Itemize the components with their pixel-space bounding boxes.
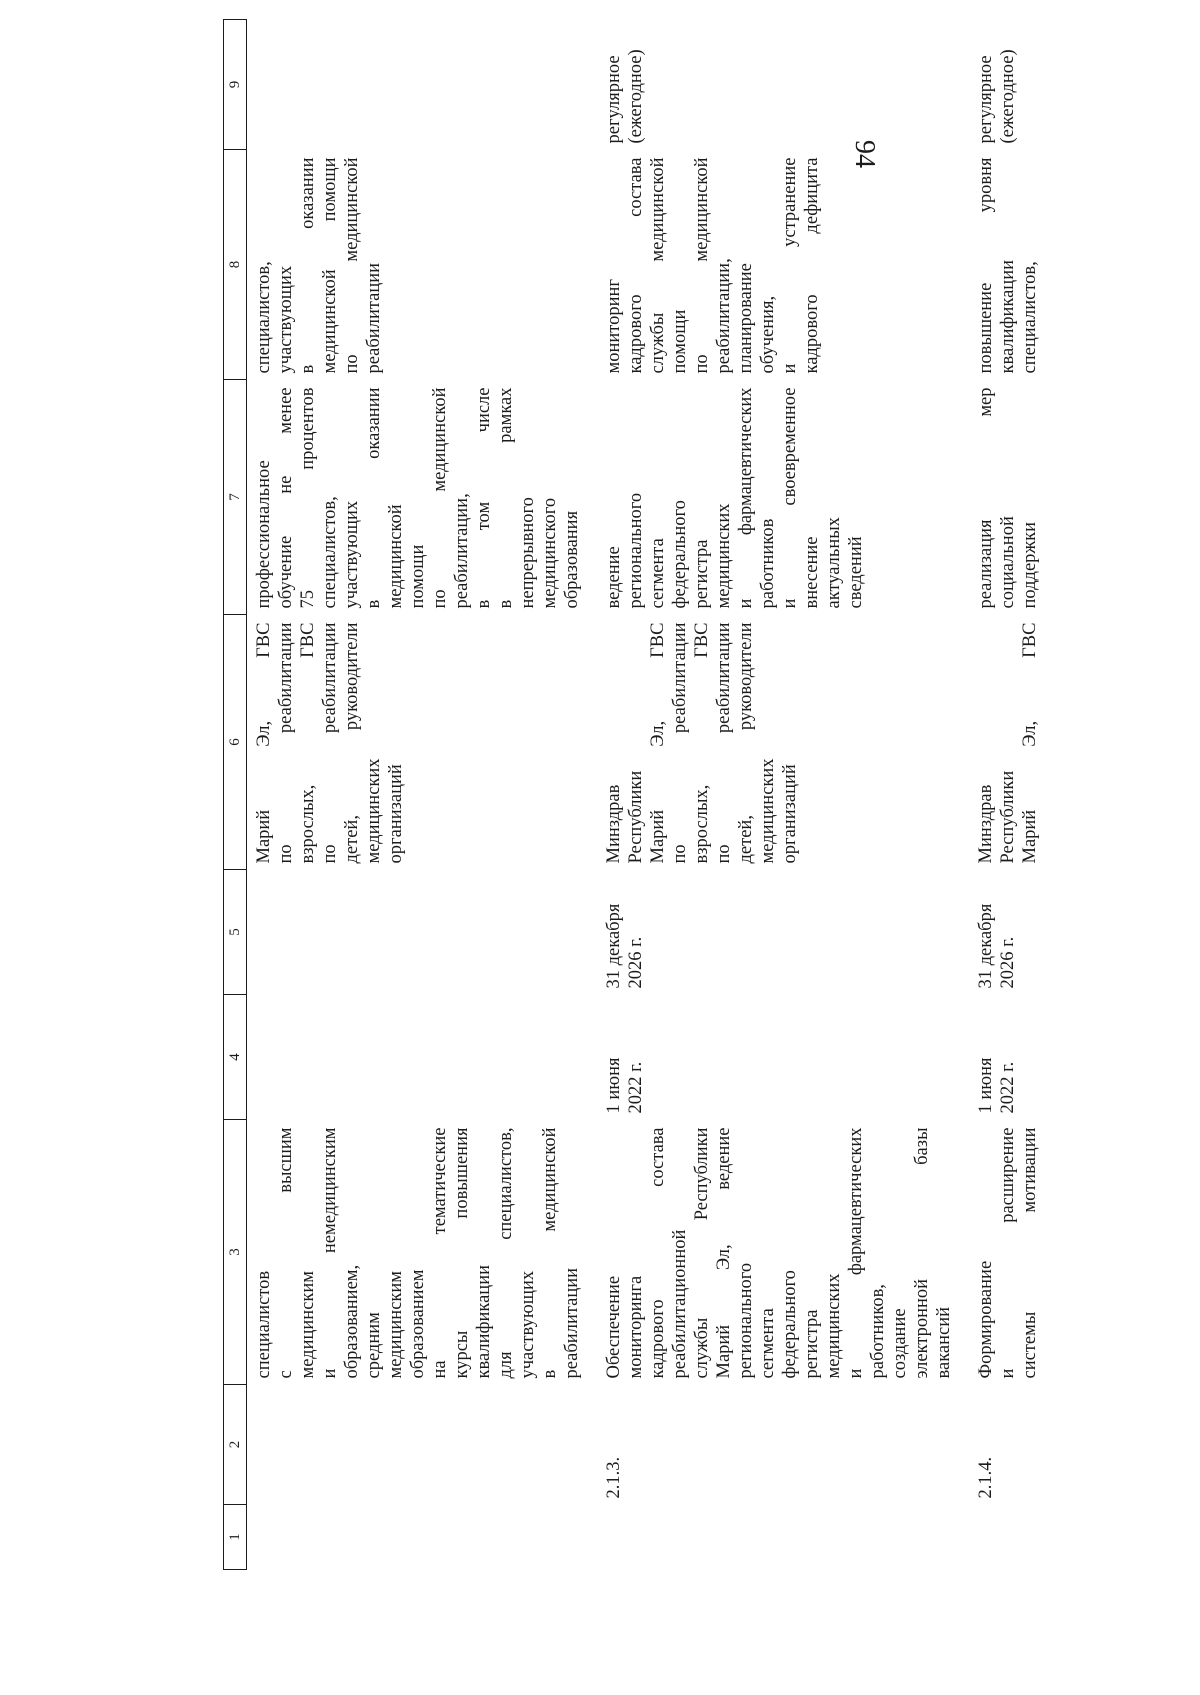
cell-text-line: курсы повышения bbox=[452, 1127, 472, 1379]
cell-text-line: медицинским bbox=[386, 1271, 406, 1379]
column-number: 4 bbox=[224, 995, 247, 1120]
cell-text-line: регулярное bbox=[604, 55, 624, 144]
cell-text-line: и своевременное bbox=[780, 387, 800, 609]
cell-text-line: 1 июня bbox=[604, 1057, 624, 1114]
cell-text-line: обучения, bbox=[758, 295, 778, 374]
cell-text-line: работников, bbox=[868, 1284, 888, 1379]
cell-text-line: помощи bbox=[670, 309, 690, 374]
cell-text-line: медицинским bbox=[298, 1271, 318, 1379]
cell-text-line: по медицинской bbox=[342, 157, 362, 374]
cell-text-line: (ежегодное) bbox=[626, 49, 646, 144]
table-row bbox=[969, 20, 1055, 1570]
cell-text-line: 31 декабря bbox=[604, 903, 624, 989]
cell-text-line: Формирование bbox=[976, 1260, 996, 1379]
cell-text-line: мониторинга bbox=[626, 1275, 646, 1379]
cell-text-line: организаций bbox=[780, 764, 800, 864]
responsible-cell bbox=[597, 615, 969, 870]
column-number: 3 bbox=[224, 1120, 247, 1385]
cell-text-line: реабилитационной bbox=[670, 1229, 690, 1379]
plan-table bbox=[223, 19, 1055, 1570]
cell-text-line: в оказании bbox=[364, 387, 384, 609]
cell-text-line: Марий Эл, ведение bbox=[714, 1127, 734, 1379]
column-number: 5 bbox=[224, 870, 247, 995]
cell-text-line: создание bbox=[890, 1308, 910, 1379]
cell-text-line: кадрового состава bbox=[648, 1127, 668, 1379]
column-number: 1 bbox=[224, 1505, 247, 1570]
column-number-row bbox=[224, 20, 247, 1570]
cell-text-line: Республики bbox=[626, 770, 646, 864]
end-date-cell bbox=[247, 870, 598, 995]
cell-text-line: и фармацевтических bbox=[736, 387, 756, 609]
cell-text-line: Минздрав bbox=[604, 784, 624, 864]
frequency-cell bbox=[969, 20, 1055, 150]
cell-text-line: системы мотивации bbox=[1020, 1127, 1040, 1379]
cell-text-line: внесение bbox=[802, 536, 822, 609]
cell-text-line: и фармацевтических bbox=[846, 1127, 866, 1379]
cell-text-line: по реабилитации bbox=[320, 622, 340, 864]
cell-text-line: детей, руководители bbox=[342, 622, 362, 864]
goal-cell bbox=[247, 150, 598, 380]
cell-text-line: в оказании bbox=[298, 157, 318, 374]
cell-text-line: образования bbox=[562, 510, 582, 609]
cell-text-line: федерального bbox=[780, 1270, 800, 1379]
activity-cell bbox=[969, 1120, 1055, 1385]
frequency-cell bbox=[597, 20, 969, 150]
cell-text-line: вакансий bbox=[934, 1306, 954, 1379]
cell-text-line: медицинского bbox=[540, 497, 560, 609]
cell-text-line: Марий Эл, ГВС bbox=[648, 622, 668, 864]
cell-text-line: 2022 г. bbox=[626, 1061, 646, 1114]
column-number: 9 bbox=[224, 20, 247, 150]
cell-text-line: образованием, bbox=[342, 1264, 362, 1379]
column-number: 7 bbox=[224, 380, 247, 615]
result-cell bbox=[969, 380, 1055, 615]
cell-text-line: регистра bbox=[802, 1309, 822, 1379]
cell-text-line: помощи bbox=[408, 544, 428, 609]
cell-text-line: взрослых, ГВС bbox=[298, 622, 318, 864]
activity-cell bbox=[247, 1120, 598, 1385]
activity-cell bbox=[597, 1120, 969, 1385]
cell-text-line: кадрового состава bbox=[626, 157, 646, 374]
cell-text-line: средним bbox=[364, 1312, 384, 1379]
cell-text-line: сегмента bbox=[758, 1308, 778, 1379]
cell-text-line: детей, руководители bbox=[736, 622, 756, 864]
cell-text-line: профессиональное bbox=[254, 460, 274, 609]
end-date-cell bbox=[597, 870, 969, 995]
cell-text-line: с высшим bbox=[276, 1127, 296, 1379]
cell-text-line: электронной базы bbox=[912, 1127, 932, 1379]
cell-text-line: в рамках bbox=[496, 387, 516, 609]
cell-text-line: и расширение bbox=[998, 1127, 1018, 1379]
cell-text-line: Марий Эл, ГВС bbox=[254, 622, 274, 864]
goal-cell bbox=[969, 150, 1055, 380]
cell-text-line: 75 процентов bbox=[298, 387, 318, 609]
cell-text-line: медицинских bbox=[758, 758, 778, 864]
cell-text-line: реализация мер bbox=[976, 387, 996, 609]
row-number-cell bbox=[247, 1385, 598, 1505]
cell-text-line: работников bbox=[758, 518, 778, 609]
result-cell bbox=[247, 380, 598, 615]
cell-text-line: реабилитации bbox=[364, 262, 384, 374]
empty-cell bbox=[597, 1505, 969, 1570]
cell-text-line: Республики bbox=[998, 770, 1018, 864]
rotated-table-container bbox=[223, 49, 1083, 1570]
cell-text-line: актуальных bbox=[824, 517, 844, 609]
cell-text-line: службы Республики bbox=[692, 1127, 712, 1379]
start-date-cell bbox=[247, 995, 598, 1120]
responsible-cell bbox=[247, 615, 598, 870]
cell-text-line: ведение bbox=[604, 546, 624, 609]
cell-text-line: 1 июня bbox=[976, 1057, 996, 1114]
result-cell bbox=[597, 380, 969, 615]
cell-text-line: 31 декабря bbox=[976, 903, 996, 989]
cell-text-line: 2026 г. bbox=[998, 936, 1018, 989]
table-row bbox=[597, 20, 969, 1570]
cell-text-line: Обеспечение bbox=[604, 1275, 624, 1379]
cell-text-line: квалификации bbox=[474, 1265, 494, 1379]
cell-text-line: сегмента bbox=[648, 538, 668, 609]
cell-text-line: для специалистов, bbox=[496, 1127, 516, 1379]
column-number: 2 bbox=[224, 1385, 247, 1505]
cell-text-line: и немедицинским bbox=[320, 1127, 340, 1379]
cell-text-line: на тематические bbox=[430, 1127, 450, 1379]
start-date-cell bbox=[597, 995, 969, 1120]
cell-text-line: поддержки bbox=[1020, 521, 1040, 609]
cell-text-line: реабилитации bbox=[562, 1267, 582, 1379]
cell-text-line: по реабилитации bbox=[276, 622, 296, 864]
cell-text-line: социальной bbox=[998, 516, 1018, 609]
column-number: 6 bbox=[224, 615, 247, 870]
cell-text-line: квалификации bbox=[998, 260, 1018, 374]
responsible-cell bbox=[969, 615, 1055, 870]
cell-text-line: медицинских bbox=[364, 758, 384, 864]
cell-text-line: медицинских bbox=[714, 503, 734, 609]
empty-cell bbox=[247, 1505, 598, 1570]
cell-text-line: планирование bbox=[736, 263, 756, 374]
cell-text-line: по медицинской bbox=[430, 387, 450, 609]
cell-text-line: специалистов bbox=[254, 1270, 274, 1379]
cell-text-line: медицинской помощи bbox=[320, 157, 340, 374]
cell-text-line: организаций bbox=[386, 764, 406, 864]
cell-text-line: реабилитации, bbox=[452, 493, 472, 609]
row-number-cell: 2.1.4. bbox=[976, 1456, 996, 1499]
cell-text-line: участвующих bbox=[518, 1270, 538, 1379]
cell-text-line: сведений bbox=[846, 536, 866, 609]
cell-text-line: участвующих bbox=[342, 500, 362, 609]
cell-text-line: 2022 г. bbox=[998, 1061, 1018, 1114]
cell-text-line: специалистов, bbox=[1020, 261, 1040, 374]
cell-text-line: по реабилитации bbox=[670, 622, 690, 864]
cell-text-line: федерального bbox=[670, 500, 690, 609]
cell-text-line: повышение уровня bbox=[976, 157, 996, 374]
cell-text-line: (ежегодное) bbox=[998, 49, 1018, 144]
cell-text-line: регистра bbox=[692, 539, 712, 609]
cell-text-line: кадрового дефицита bbox=[802, 157, 822, 374]
cell-text-line: по медицинской bbox=[692, 157, 712, 374]
cell-text-line: Минздрав bbox=[976, 784, 996, 864]
goal-cell bbox=[597, 150, 969, 380]
cell-text-line: специалистов, bbox=[320, 496, 340, 609]
cell-text-line: регионального bbox=[736, 1262, 756, 1379]
cell-text-line: реабилитации, bbox=[714, 258, 734, 374]
cell-text-line: медицинских bbox=[824, 1273, 844, 1379]
cell-text-line: регулярное bbox=[976, 55, 996, 144]
cell-text-line: обучение не менее bbox=[276, 387, 296, 609]
cell-text-line: Марий Эл, ГВС bbox=[1020, 622, 1040, 864]
cell-text-line: взрослых, ГВС bbox=[692, 622, 712, 864]
cell-text-line: участвующих bbox=[276, 265, 296, 374]
cell-text-line: мониторинг bbox=[604, 279, 624, 374]
frequency-cell bbox=[247, 20, 598, 150]
cell-text-line: службы медицинской bbox=[648, 157, 668, 374]
cell-text-line: в медицинской bbox=[540, 1127, 560, 1379]
table-body bbox=[247, 20, 1056, 1570]
table-row bbox=[247, 20, 598, 1570]
start-date-cell bbox=[969, 995, 1055, 1120]
cell-text-line: специалистов, bbox=[254, 261, 274, 374]
cell-text-line: по реабилитации bbox=[714, 622, 734, 864]
empty-cell bbox=[969, 1505, 1055, 1570]
cell-text-line: регионального bbox=[626, 492, 646, 609]
cell-text-line: непрерывного bbox=[518, 497, 538, 609]
end-date-cell bbox=[969, 870, 1055, 995]
row-number-cell: 2.1.3. bbox=[604, 1456, 624, 1499]
cell-text-line: 2026 г. bbox=[626, 936, 646, 989]
cell-text-line: в том числе bbox=[474, 387, 494, 609]
page-number: 94 bbox=[849, 140, 880, 168]
cell-text-line: медицинской bbox=[386, 504, 406, 609]
cell-text-line: образованием bbox=[408, 1269, 428, 1379]
cell-text-line: и устранение bbox=[780, 157, 800, 374]
column-number: 8 bbox=[224, 150, 247, 380]
